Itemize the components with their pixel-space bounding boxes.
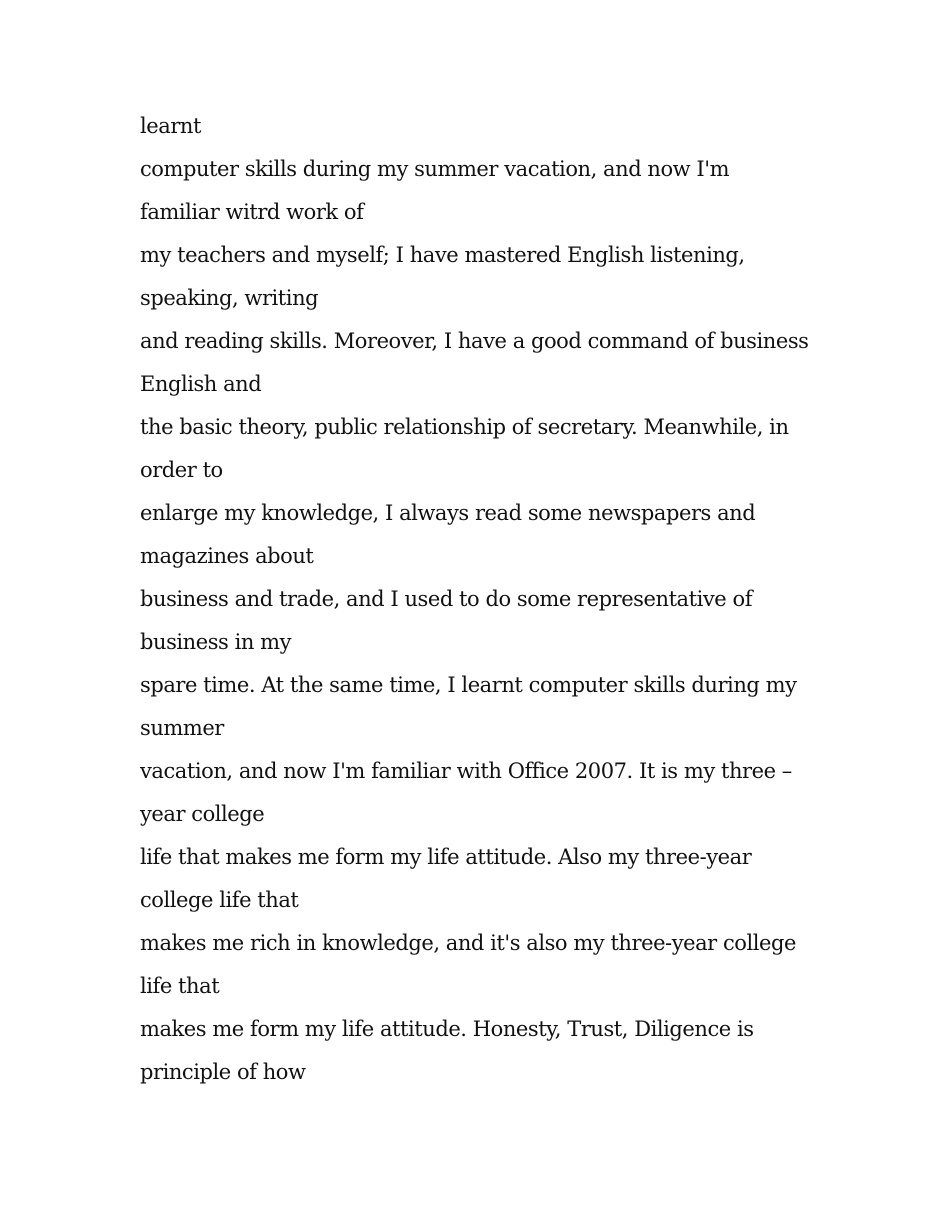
text-line: computer skills during my summer vacation, and now I'm [140,157,730,181]
text-line: and reading skills. Moreover, I have a good command of business [140,329,809,353]
text-line: life that makes me form my life attitude. Also my three-year [140,845,752,869]
text-line: the basic theory, public relationship of secretary. Meanwhile, in [140,415,789,439]
text-line: order to [140,458,223,482]
body-text [140,105,840,1094]
text-line: business and trade, and I used to do some representative of [140,587,753,611]
text-line: English and [140,372,262,396]
text-line: speaking, writing [140,286,319,310]
text-line: year college [140,802,265,826]
text-line: makes me form my life attitude. Honesty, Trust, Diligence is [140,1017,754,1041]
text-line: learnt [140,114,201,138]
text-line: life that [140,974,220,998]
text-line: summer [140,716,224,740]
text-line: college life that [140,888,299,912]
text-line: my teachers and myself; I have mastered English listening, [140,243,745,267]
text-line: enlarge my knowledge, I always read some newspapers and [140,501,756,525]
text-line: business in my [140,630,292,654]
text-line: magazines about [140,544,314,568]
text-line: familiar witrd work of [140,200,364,224]
text-line: spare time. At the same time, I learnt computer skills during my [140,673,797,697]
text-line: vacation, and now I'm familiar with Office 2007. It is my three – [140,759,792,783]
text-line: makes me rich in knowledge, and it's also my three-year college [140,931,796,955]
text-line: principle of how [140,1060,306,1084]
